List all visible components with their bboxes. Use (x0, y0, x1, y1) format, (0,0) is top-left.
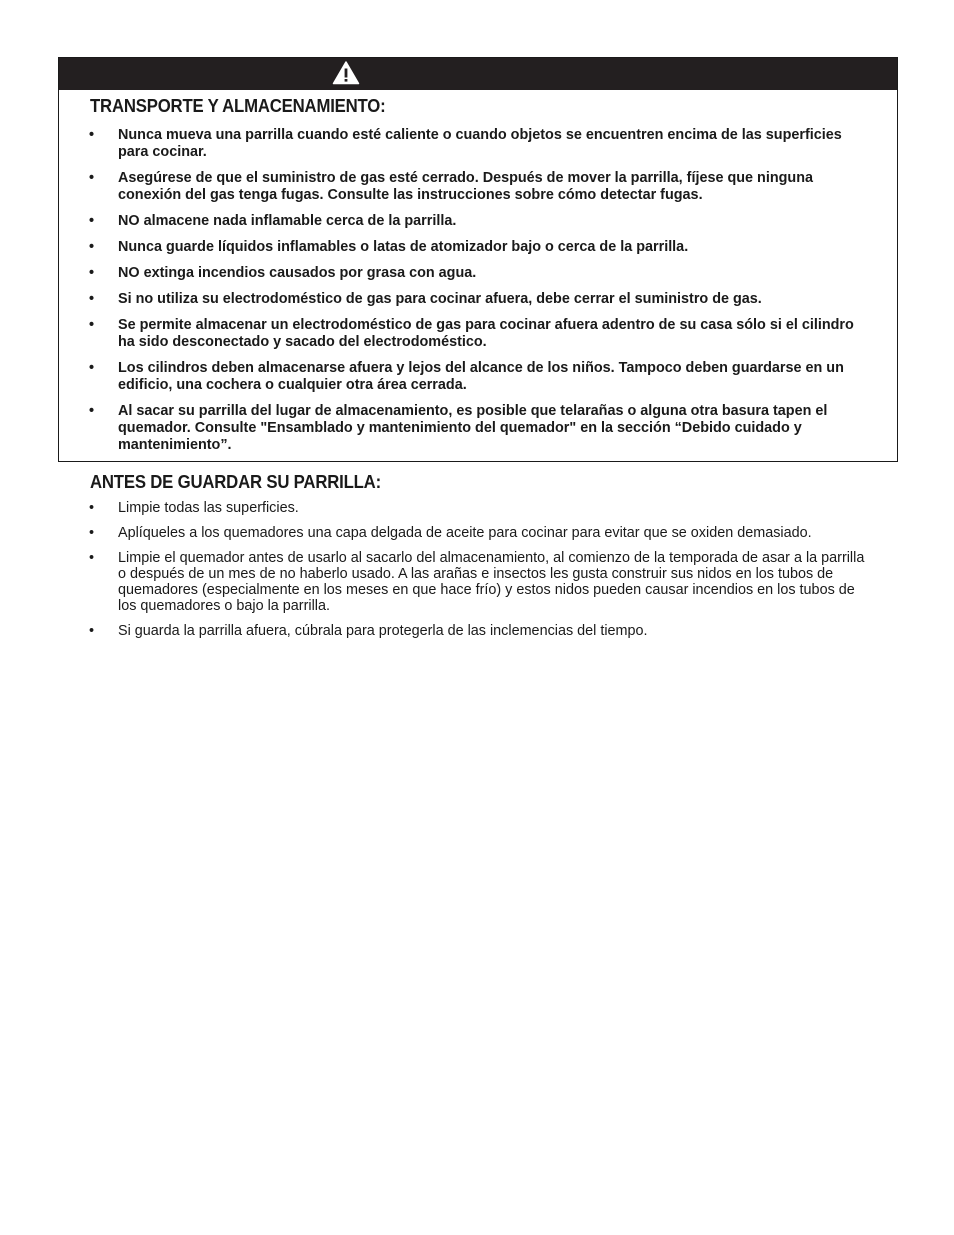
list-item-text: Si no utiliza su electrodoméstico de gas para cocinar afuera, debe cerrar el suministro de gas. (118, 291, 762, 307)
bullet: • (89, 170, 95, 186)
list-item (89, 623, 869, 639)
bullet: • (89, 265, 95, 281)
list-item-text: Limpie el quemador antes de usarlo al sacarlo del almacenamiento, al comienzo de la temporada de asar a la parrilla o después de un mes de no haberlo usado. A las arañas e insectos les gusta construir sus nidos en los tubos de quemadores (especialmente en los meses en que hace frío) y estos nidos pueden causar incendios en los tubos de los quemadores o bajo la parrilla. (118, 550, 865, 614)
bullet: • (89, 127, 95, 143)
list-item-text: Los cilindros deben almacenarse afuera y lejos del alcance de los niños. Tampoco deben guardarse en un edificio, una cochera o cualquier otra área cerrada. (118, 360, 844, 393)
bullet: • (89, 317, 95, 333)
warning-triangle-icon (332, 60, 360, 86)
list-item-text: NO almacene nada inflamable cerca de la parrilla. (118, 213, 457, 229)
bullet: • (89, 213, 95, 229)
list-item (89, 265, 869, 282)
list-item (89, 403, 869, 454)
list-item-text: Nunca mueva una parrilla cuando esté caliente o cuando objetos se encuentren encima de las superficies para cocinar. (118, 127, 842, 160)
list-item-text: Limpie todas las superficies. (118, 500, 299, 516)
bullet: • (89, 623, 95, 639)
list-item (89, 127, 869, 161)
bullet: • (89, 525, 95, 541)
warning-banner (59, 58, 897, 90)
bullet: • (89, 291, 95, 307)
list-item (89, 170, 869, 204)
list-item (89, 291, 869, 308)
list-item-text: Se permite almacenar un electrodoméstico de gas para cocinar afuera adentro de su casa sólo si el cilindro ha sido desconectado y sacado del electrodoméstico. (118, 317, 854, 350)
bullet: • (89, 550, 95, 566)
list-item (89, 213, 869, 230)
list-item (89, 525, 869, 541)
bullet: • (89, 500, 95, 516)
list-item (89, 360, 869, 394)
list-item-text: Si guarda la parrilla afuera, cúbrala para protegerla de las inclemencias del tiempo. (118, 623, 648, 639)
list-item-text: Aplíqueles a los quemadores una capa delgada de aceite para cocinar para evitar que se oxiden demasiado. (118, 525, 812, 541)
list-item-text: Al sacar su parrilla del lugar de almacenamiento, es posible que telarañas o alguna otra basura tapen el quemador. Consulte "Ensamblado y mantenimiento del quemador" en la sección “Debido cuidado y mantenimiento”. (118, 403, 828, 453)
list-item-text: Asegúrese de que el suministro de gas esté cerrado. Después de mover la parrilla, fíjese que ninguna conexión del gas tenga fugas. Consulte las instrucciones sobre cómo detectar fugas. (118, 170, 813, 203)
bullet: • (89, 403, 95, 419)
list-item (89, 239, 869, 256)
list-item (89, 500, 869, 516)
bullet: • (89, 239, 95, 255)
list-item (89, 550, 869, 614)
bullet: • (89, 360, 95, 376)
storage-list (89, 500, 869, 648)
list-item (89, 317, 869, 351)
transport-list (89, 127, 869, 463)
list-item-text: NO extinga incendios causados por grasa con agua. (118, 265, 477, 281)
transport-heading: TRANSPORTE Y ALMACENAMIENTO: (90, 96, 386, 116)
storage-heading: ANTES DE GUARDAR SU PARRILLA: (90, 472, 381, 492)
list-item-text: Nunca guarde líquidos inflamables o latas de atomizador bajo o cerca de la parrilla. (118, 239, 689, 255)
